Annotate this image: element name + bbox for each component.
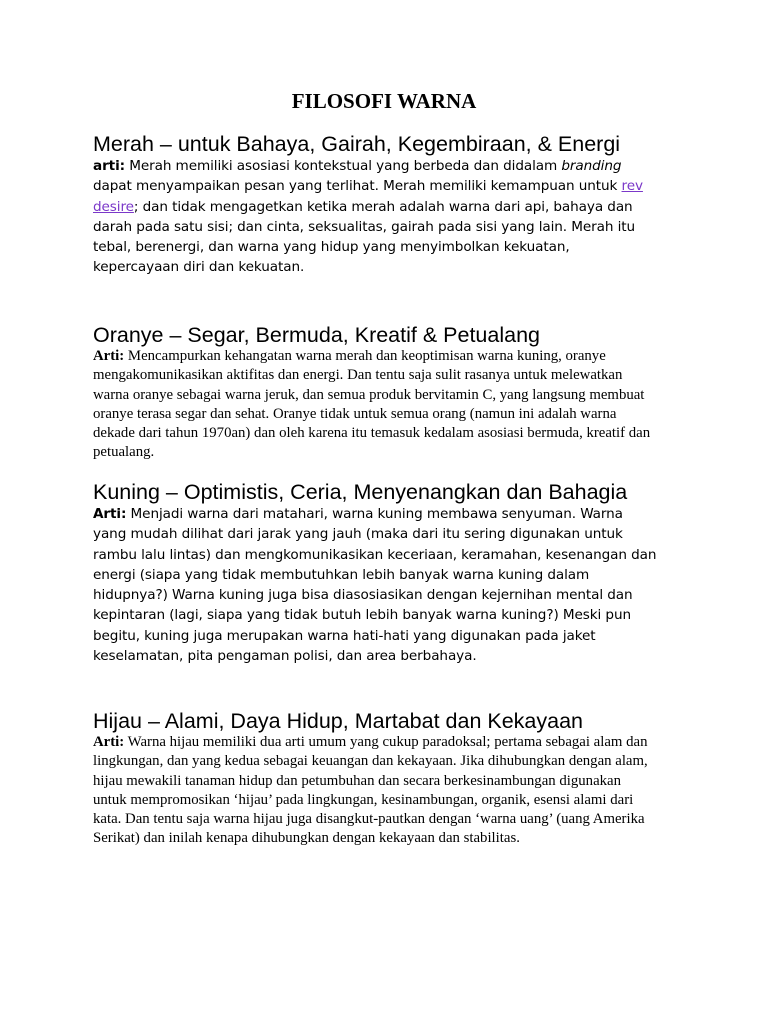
arti-label: Arti: xyxy=(93,506,127,522)
paragraph-text: ; dan tidak mengagetkan ketika merah adalah warna dari api, bahaya dan darah pada satu sisi; dan cinta, seksualitas, gairah pada sisi yang lain. Merah itu tebal, berenergi, dan warna yang hidup yang menyimbolkan kekuatan, kepercayaan diri dan kekuatan. xyxy=(93,198,636,276)
paragraph-text: Mencampurkan kehangatan warna merah dan keoptimisan warna kuning, oranye mengakomunikasikan aktifitas dan energi. Dan tentu saja sulit rasanya untuk melewatkan warna oranye sebagai warna jeruk, dan semua produk bervitamin C, yang langsung membuat oranye terasa segar dan sehat. Oranye tidak untuk semua orang (namun ini adalah warna dekade dari tahun 1970an) dan oleh karena itu temasuk kedalam asosiasi bermuda, kreatif dan petualang. xyxy=(93,348,651,461)
section-merah xyxy=(93,132,673,278)
arti-label: Arti: xyxy=(93,734,125,750)
section-heading: Kuning – Optimistis, Ceria, Menyenangkan dan Bahagia xyxy=(93,480,628,504)
rev-desire-link[interactable]: rev desire xyxy=(93,178,643,215)
section-paragraph xyxy=(93,156,658,278)
section-paragraph xyxy=(93,733,656,849)
arti-label: arti: xyxy=(93,158,125,174)
section-kuning xyxy=(93,480,673,666)
section-heading: Hijau – Alami, Daya Hidup, Martabat dan Kekayaan xyxy=(93,709,583,733)
section-paragraph xyxy=(93,504,658,666)
section-heading: Oranye – Segar, Bermuda, Kreatif & Petualang xyxy=(93,323,540,347)
paragraph-text: Warna hijau memiliki dua arti umum yang cukup paradoksal; pertama sebagai alam dan lingkungan, dan yang kedua sebagai keuangan dan kekayaan. Jika dihubungkan dengan alam, hijau mewakili tanaman hidup dan petumbuhan dan secara berkesinambungan digunakan untuk mempromosikan ‘hijau’ pada lingkungan, kesinambungan, organik, esensi alami dari kata. Dan tentu saja warna hijau juga disangkut-pautkan dengan ‘warna uang’ (uang Amerika Serikat) dan inilah kenapa dihubungkan dengan kekayaan dan stabilitas. xyxy=(93,734,648,847)
document-title: FILOSOFI WARNA xyxy=(291,89,477,113)
italic-term: branding xyxy=(561,158,622,174)
paragraph-text: dapat menyampaikan pesan yang terlihat. Merah memiliki kemampuan untuk xyxy=(93,178,622,195)
paragraph-text: Menjadi warna dari matahari, warna kuning membawa senyuman. Warna yang mudah dilihat dari jarak yang jauh (maka dari itu sering digunakan untuk rambu lalu lintas) dan mengkomunikasikan keceriaan, keramahan, kesenangan dan energi (siapa yang tidak membutuhkan lebih banyak warna kuning dalam hidupnya?) Warna kuning juga bisa diasosiasikan dengan kejernihan mental dan kepintaran (lagi, siapa yang tidak butuh lebih banyak warna kuning?) Meski pun begitu, kuning juga merupakan warna hati-hati yang digunakan pada jaket keselamatan, pita pengaman polisi, dan area berbahaya. xyxy=(93,506,657,665)
section-heading: Merah – untuk Bahaya, Gairah, Kegembiraan, & Energi xyxy=(93,132,621,156)
paragraph-text: Merah memiliki asosiasi kontekstual yang berbeda dan didalam xyxy=(124,158,562,174)
arti-label: Arti: xyxy=(93,348,125,364)
section-oranye xyxy=(93,323,673,463)
section-hijau xyxy=(93,709,673,849)
section-paragraph xyxy=(93,347,656,463)
